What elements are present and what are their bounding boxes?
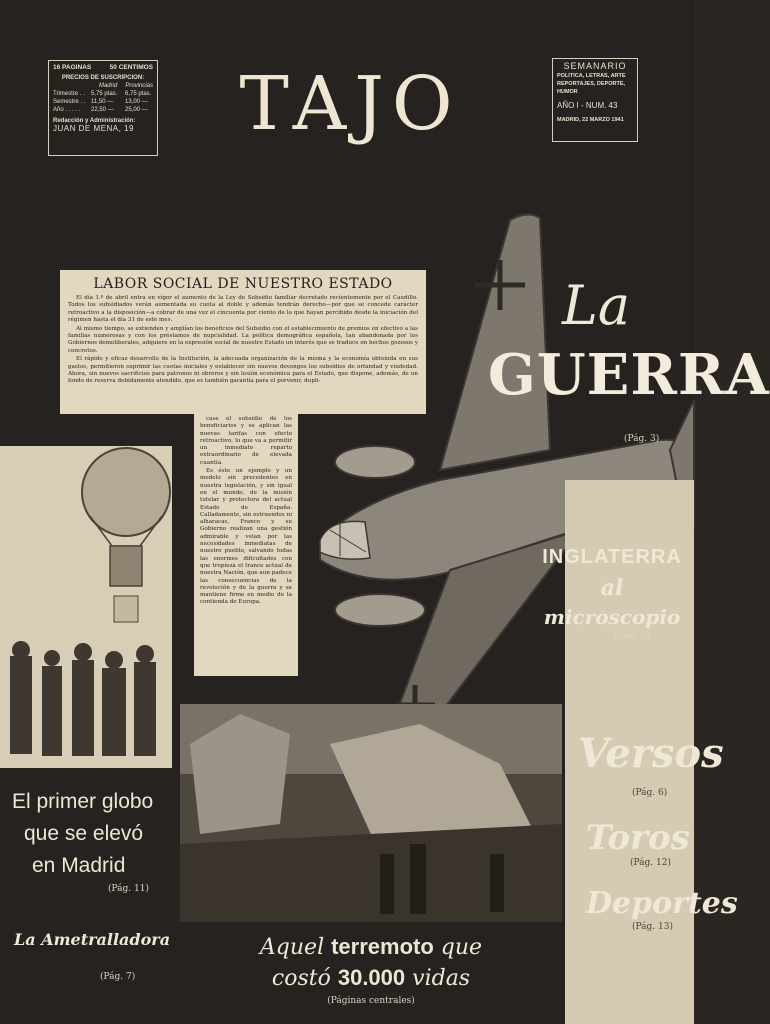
terremoto-word-terremoto: terremoto	[331, 934, 434, 959]
row-madrid: 11,50 —	[91, 99, 114, 105]
earthquake-drawing	[180, 704, 562, 922]
subscription-box	[48, 60, 158, 156]
subs-title: PRECIOS DE SUSCRIPCION:	[61, 75, 145, 81]
terremoto-page: (Páginas centrales)	[327, 996, 415, 1006]
terremoto-word-que: que	[440, 935, 483, 960]
globo-caption-2: que se elevó	[24, 822, 144, 845]
topics-line2: REPORTAJES, DEPORTE, HUMOR	[557, 81, 626, 95]
row-prov: 6,75 ptas.	[125, 91, 152, 97]
row-label: Año . . . . .	[53, 107, 81, 113]
col-madrid: Madrid	[98, 83, 118, 89]
topics-line1: POLITICA, LETRAS, ARTE	[557, 73, 626, 79]
balloon-illustration	[0, 446, 172, 768]
inglaterra-feature	[530, 546, 694, 641]
terremoto-word-aquel: Aquel	[259, 935, 325, 960]
row-madrid: 22,50 —	[91, 107, 114, 113]
article-paragraph: El día 1.º de abril entra en vigor el aumento de la Ley de Subsidio familiar decretado recientemente por el Caudillo. Todos los subsidiados verán aumentada su cuota al doble y además tendrán derecho—por que se concede carácter retroactivo a la disposición—a cobrar de una vez el cincuenta por ciento de lo que hayan percibido desde la iniciación del régimen hasta el día 31 de este mes.	[68, 295, 418, 324]
terremoto-caption	[180, 932, 562, 1006]
earthquake-photo	[180, 704, 562, 922]
article-paragraph: Es éste un ejemplo y un modelo sin precedentes en nuestra legislación, y sin igual en el mundo, de la misión tutelar y protectora del actual Estado de España. Calladamente, sin estruendos ni alharacas, Franco y su Gobierno realizan una gestión admirable y velan por las necesidades inmediatas de nuestro pueblo, salvando todas las enormes dificultades con que tropieza el trance actual de nuestra Nación, que aun padece las consecuencias de la revolución y de la guerra y se mantiene firme en medio de la contienda de Europa.	[200, 468, 292, 606]
toros-page: (Pág. 12)	[630, 858, 671, 868]
deportes-title: Deportes	[586, 886, 738, 921]
issue-date: MADRID, 22 MARZO 1941	[557, 117, 624, 123]
article-body	[68, 295, 418, 386]
row-label: Semestre . .	[53, 99, 86, 105]
ametralladora-page: (Pág. 7)	[100, 972, 136, 982]
subs-row	[53, 90, 153, 98]
deportes-page: (Pág. 13)	[632, 922, 673, 932]
issue-box	[552, 58, 638, 142]
guerra-page: (Pág. 3)	[624, 434, 660, 444]
article-column-body	[200, 416, 292, 607]
article-paragraph: El rápido y eficaz desarrollo de la Institución, la adecuada organización de la misma y la economía obtenida en sus gastos, permitieron suprimir las cuotas iniciales y establecer sin nuevos devengos los subsidios de orfandad y viudedad. Ahora, sin nuevos sacrificios para patronos ni obreros y sin lesión económica para el Estado, que dispone, además, de un fondo de reserva debidamente atendido, que es también garantía para el porvenir, dupli-	[68, 356, 418, 385]
article-title: LABOR SOCIAL DE NUESTRO ESTADO	[93, 276, 393, 292]
globo-caption-1: El primer globo	[12, 790, 154, 813]
inglaterra-title: INGLATERRA	[542, 546, 682, 568]
ametralladora-title: La Ametralladora	[14, 930, 171, 949]
article-column	[194, 414, 298, 676]
pages-count: 16 PAGINAS	[53, 64, 92, 71]
versos-page: (Pág. 6)	[632, 788, 668, 798]
terremoto-word-costo: costó	[271, 966, 331, 991]
col-provincias: Provincias	[125, 83, 153, 89]
globo-page: (Pág. 11)	[108, 884, 149, 894]
terremoto-word-vidas: vidas	[412, 966, 471, 991]
balloon-drawing	[0, 446, 172, 768]
inglaterra-microscopio: microscopio	[543, 605, 681, 629]
toros-title: Toros	[586, 818, 690, 858]
versos-title: Versos	[578, 730, 724, 777]
guerra-la: La	[562, 274, 631, 337]
row-prov: 25,00 —	[125, 107, 148, 113]
article-paragraph: case el subsidio de los beneficiarios y se aplican las nuevas tarifas con efecto retroactivo, lo que va a permitir un inmediato reparto extraordinario de elevada cuantía.	[200, 416, 292, 466]
inglaterra-al: al	[600, 575, 624, 601]
article-box	[60, 270, 426, 414]
masthead-title: TAJO	[239, 61, 461, 147]
guerra-title: GUERRA	[488, 342, 770, 408]
row-madrid: 5,75 ptas.	[91, 91, 118, 97]
price: 50 CENTIMOS	[109, 64, 153, 71]
article-paragraph: Al mismo tiempo, se extienden y amplían los beneficios del Subsidio con el establecimiento de premios en efectivo a las familias numerosas y con los préstamos de nupcialidad. La política demográfica española, tan abandonada por los Gobiernos demoliberales, adquiere en la expresión social de nuestro Estado un interés que se traduce en hechos gozosos y concretos.	[68, 325, 418, 354]
inglaterra-page: (Pág. 5)	[614, 631, 650, 641]
globo-caption-3: en Madrid	[32, 854, 126, 877]
semanario-label: SEMANARIO	[563, 61, 627, 71]
subs-row	[53, 106, 153, 114]
row-prov: 13,00 —	[125, 99, 148, 105]
issue-number: AÑO I - NUM. 43	[557, 101, 618, 110]
terremoto-number: 30.000	[337, 965, 406, 990]
subs-row	[53, 98, 153, 106]
address: JUAN DE MENA, 19	[53, 124, 134, 133]
redaccion-label: Redacción y Administración:	[53, 118, 136, 124]
row-label: Trimestre . .	[53, 91, 85, 97]
